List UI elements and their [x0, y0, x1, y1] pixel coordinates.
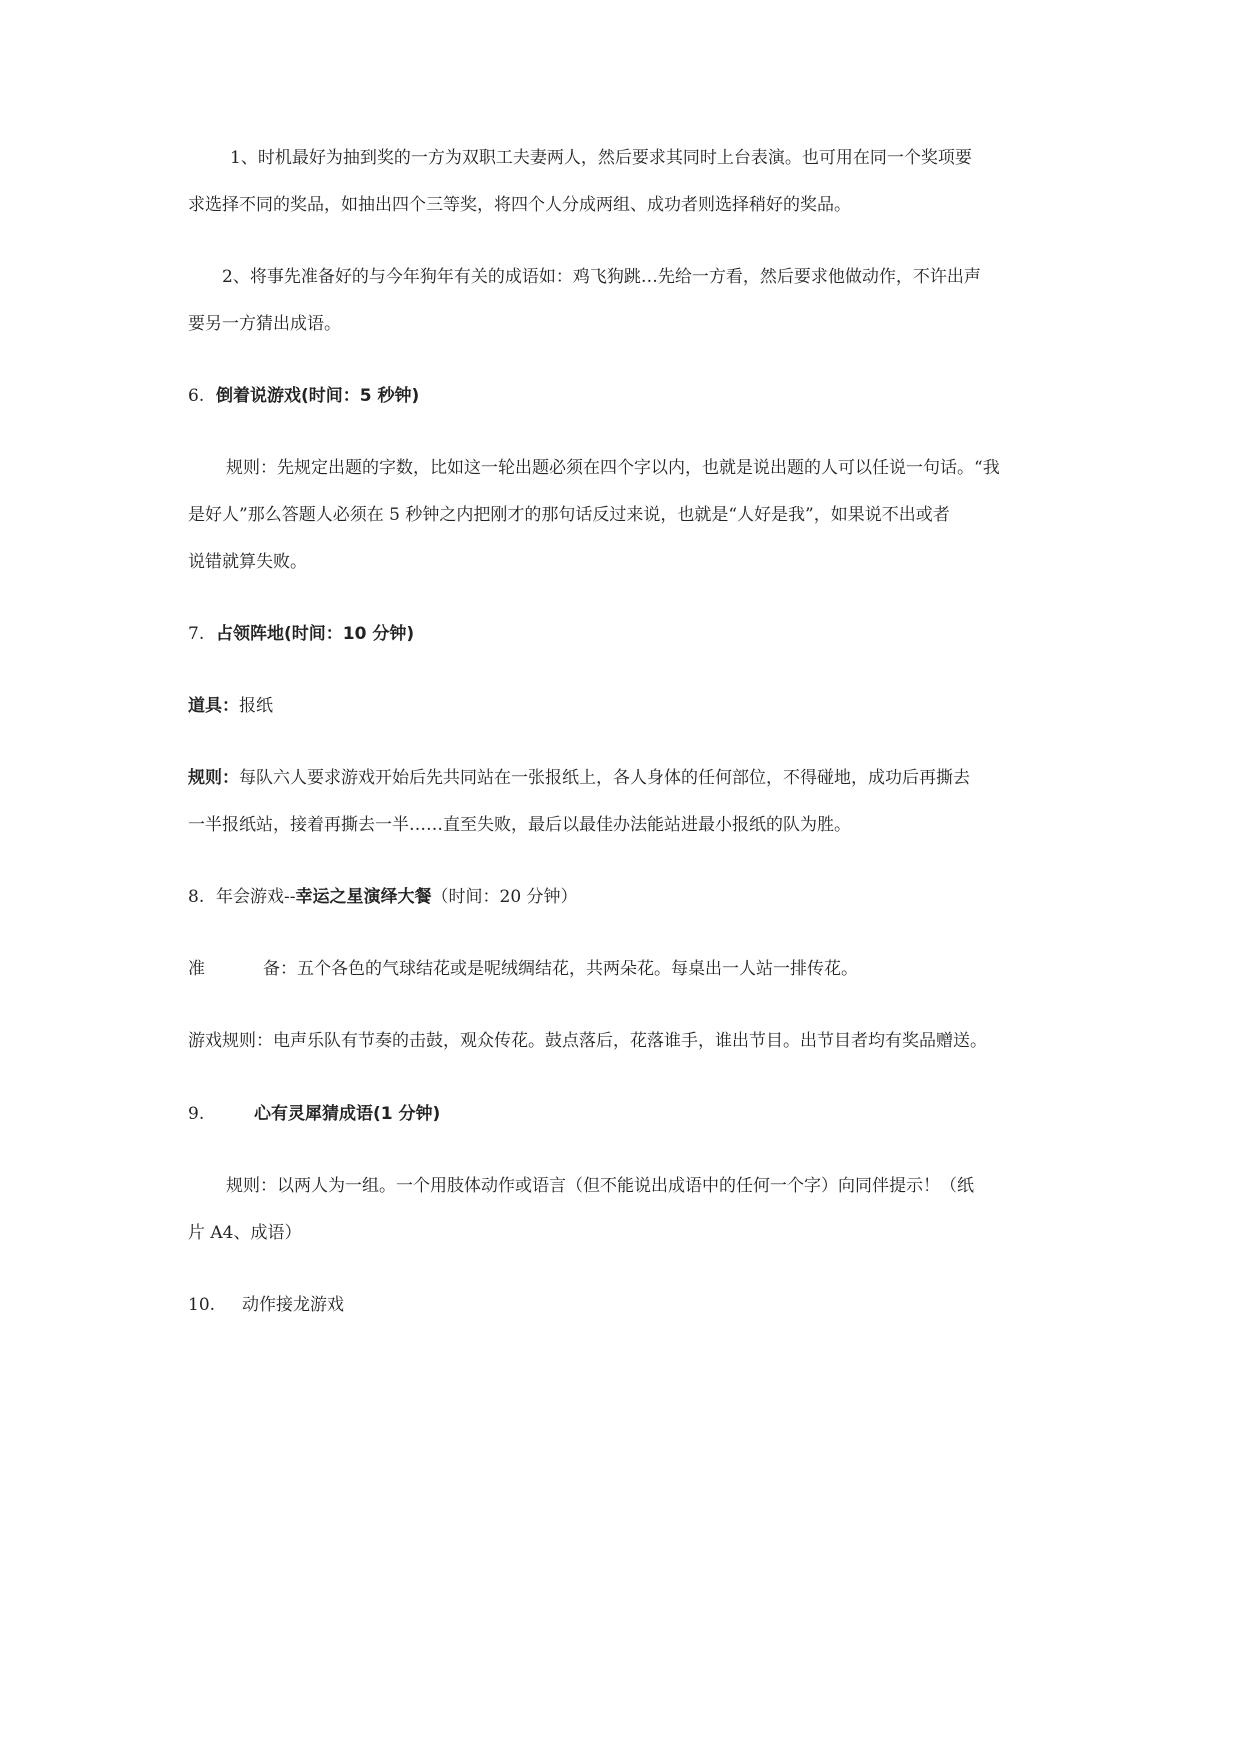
game8-prefix: 年会游戏-- [216, 887, 296, 907]
game8-prep-label-a: 准 [188, 959, 205, 979]
game6-rule-line3: 说错就算失败。 [188, 552, 307, 572]
game8-prep [188, 961, 858, 978]
game10-number: 10. [188, 1295, 216, 1315]
game9-heading [188, 1106, 440, 1123]
game8-title: 幸运之星演绎大餐 [295, 887, 432, 907]
game8-prep-label-b: 备： [263, 959, 297, 979]
para2-line2: 要另一方猜出成语。 [188, 314, 341, 334]
game6-rule-line1: 规则：先规定出题的字数，比如这一轮出题必须在四个字以内，也就是说出题的人可以任说一句话。“我 [226, 458, 1000, 478]
para2-line1: 2、将事先准备好的与今年狗年有关的成语如：鸡飞狗跳…先给一方看，然后要求他做动作，不许出声 [222, 267, 981, 287]
para1-line1: 1、时机最好为抽到奖的一方为双职工夫妻两人，然后要求其同时上台表演。也可用在同一个奖项要 [230, 148, 972, 168]
game7-props-label: 道具： [188, 696, 239, 716]
game8-number: 8. [188, 887, 205, 907]
game7-props [188, 698, 273, 715]
game6-heading [188, 388, 419, 405]
game7-rule-line2: 一半报纸站，接着再撕去一半……直至失败，最后以最佳办法能站进最小报纸的队为胜。 [188, 815, 851, 835]
game6-number: 6. [188, 386, 205, 406]
game9-number: 9. [188, 1104, 205, 1124]
game7-rule-text: 每队六人要求游戏开始后先共同站在一张报纸上，各人身体的任何部位，不得碰地，成功后再撕去 [239, 768, 970, 788]
game9-title: 心有灵犀猜成语(1 分钟) [254, 1104, 441, 1124]
game8-time: （时间：20 分钟） [431, 887, 578, 907]
game7-rule-line1 [188, 770, 970, 787]
game8-rule-label: 游戏规则： [188, 1031, 273, 1051]
game6-title: 倒着说游戏(时间：5 秒钟) [216, 386, 420, 406]
game8-prep-value: 五个各色的气球结花或是呢绒绸结花，共两朵花。每桌出一人站一排传花。 [297, 959, 858, 979]
game7-number: 7. [188, 624, 205, 644]
game8-rule-value: 电声乐队有节奏的击鼓，观众传花。鼓点落后，花落谁手，谁出节目。出节目者均有奖品赠送。 [273, 1031, 987, 1051]
game9-rule-line1: 规则：以两人为一组。一个用肢体动作或语言（但不能说出成语中的任何一个字）向同伴提示！（纸 [226, 1176, 974, 1196]
para1-line2: 求选择不同的奖品，如抽出四个三等奖，将四个人分成两组、成功者则选择稍好的奖品。 [188, 195, 851, 215]
game8-rule [188, 1033, 987, 1050]
game6-rule-line2: 是好人”那么答题人必须在 5 秒钟之内把刚才的那句话反过来说，也就是“人好是我”，如果说不出或者 [188, 505, 950, 525]
game10-heading [188, 1297, 344, 1314]
game7-heading [188, 626, 414, 643]
game7-title: 占领阵地(时间：10 分钟) [216, 624, 415, 644]
game7-props-value: 报纸 [239, 696, 273, 716]
game7-rule-label: 规则： [188, 768, 239, 788]
game9-rule-line2: 片 A4、成语） [188, 1223, 302, 1243]
game8-heading [188, 889, 578, 906]
game10-title: 动作接龙游戏 [242, 1295, 344, 1315]
